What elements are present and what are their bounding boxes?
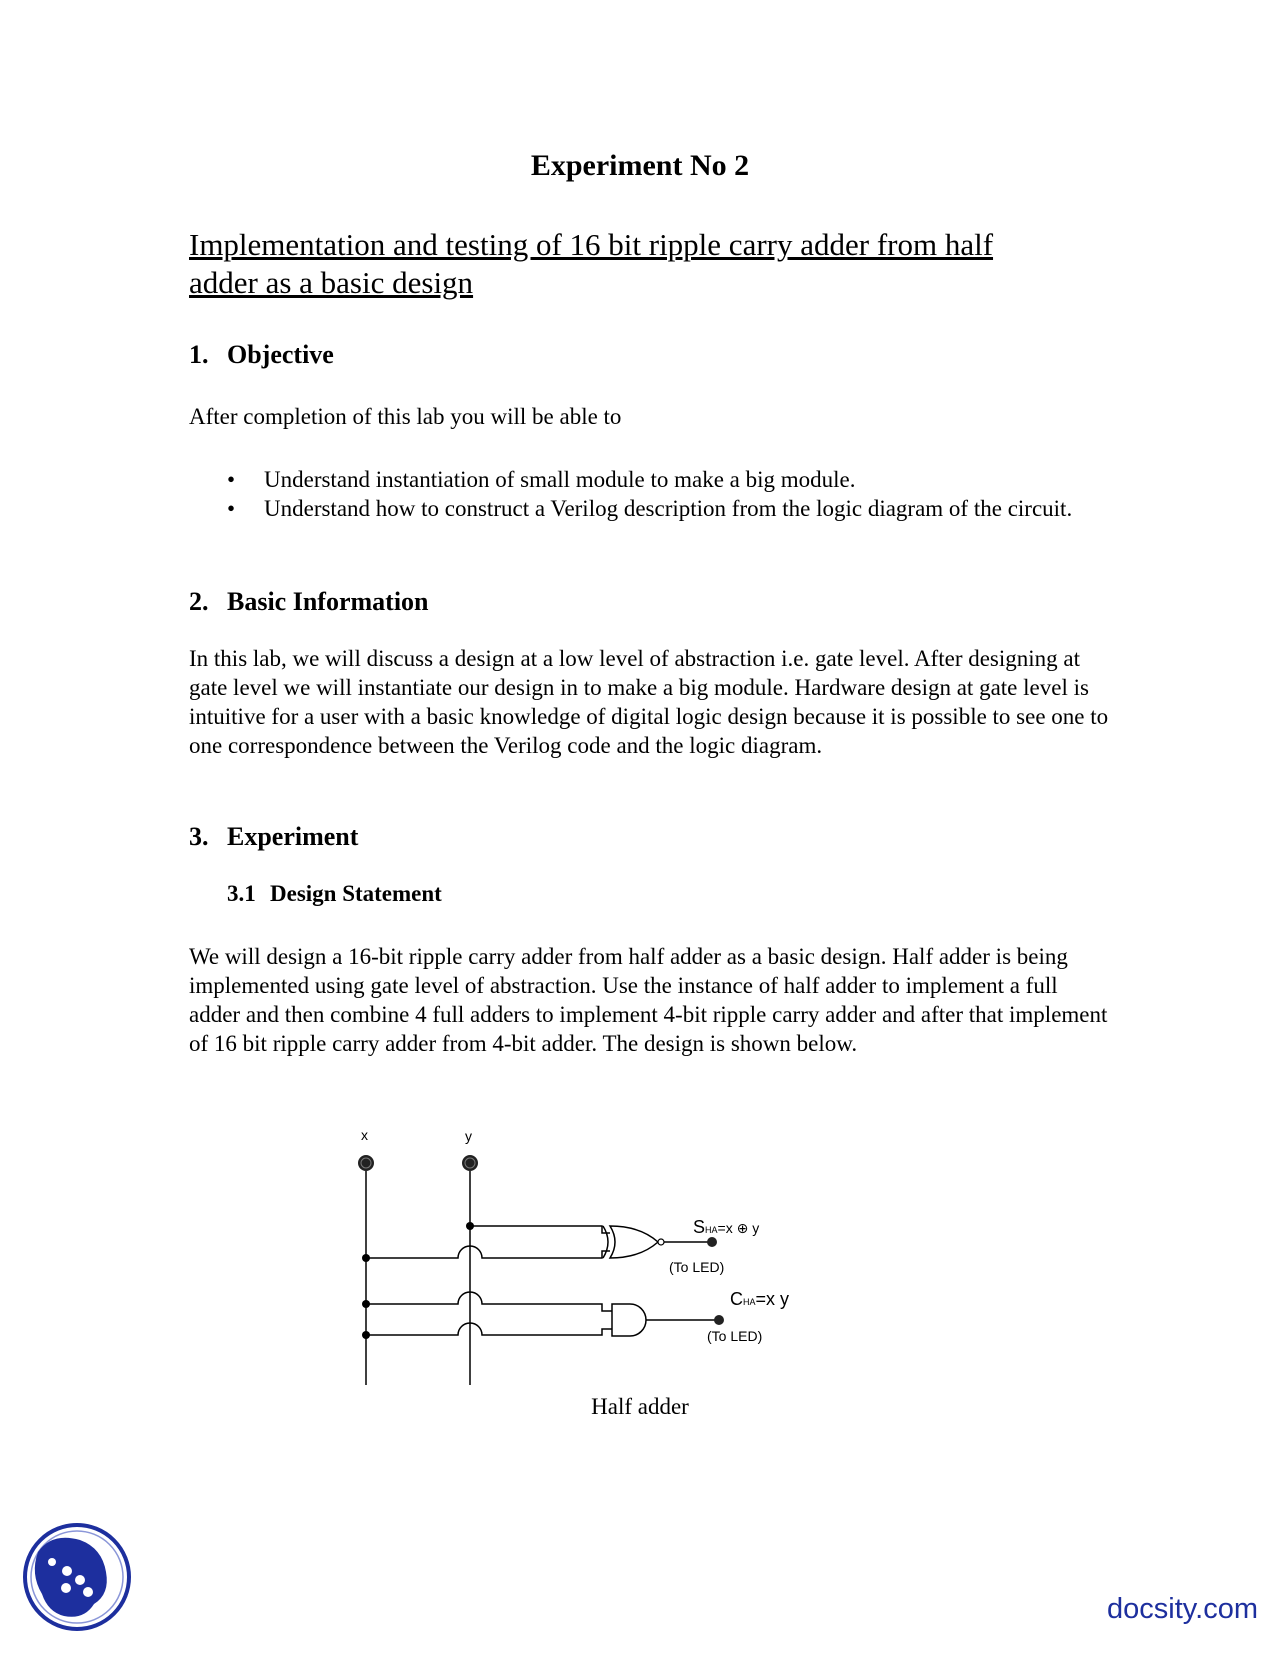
basic-information-body: In this lab, we will discuss a design at a low level of abstraction i.e. gate level. After designing at gate level we will instantiate our design in to make a big module. Hardware design at gate level is intuitive for a user with a basic knowledge of digital logic design because it is possible to see one to one correspondence between the Verilog code and the logic diagram. — [189, 646, 1109, 758]
input-y-label: y — [465, 1128, 472, 1144]
xor-output-bubble — [658, 1239, 664, 1245]
figure-caption: Half adder — [591, 1394, 689, 1419]
section-number: 3. — [189, 822, 209, 851]
sum-label: SHA=x ⊕ y — [693, 1217, 760, 1237]
carry-output-terminal — [714, 1315, 724, 1325]
sum-output-terminal — [707, 1237, 717, 1247]
xor-input-y-wire — [470, 1226, 610, 1233]
document-title: Experiment No 2 — [530, 149, 750, 182]
list-item — [189, 465, 1089, 494]
xor-gate-back-curve — [603, 1226, 608, 1258]
carry-note: (To LED) — [707, 1328, 763, 1344]
bullet-icon: • — [227, 467, 236, 492]
section-heading-objective — [189, 340, 334, 370]
sum-note: (To LED) — [669, 1259, 725, 1275]
subsection-number: 3.1 — [227, 881, 256, 906]
section-heading-basic-information — [189, 587, 429, 617]
xor-input-x-wire — [366, 1246, 610, 1258]
input-x-label: x — [361, 1127, 368, 1143]
input-x-terminal — [358, 1155, 374, 1171]
design-statement-body: We will design a 16-bit ripple carry adder from half adder as a basic design. Half adder is being implemented using gate level of abstraction. Use the instance of half adder to implement a full adder and then combine 4 full adders to implement 4-bit ripple carry adder and after that implement of 16 bit ripple carry adder from 4-bit adder. The design is shown below. — [189, 944, 1108, 1056]
section-number: 2. — [189, 587, 209, 616]
section-number: 1. — [189, 340, 209, 369]
and-input-y-wire — [366, 1323, 612, 1335]
docsity-logo-icon — [22, 1522, 132, 1632]
half-adder-diagram — [320, 1120, 840, 1395]
list-item-text: Understand how to construct a Verilog description from the logic diagram of the circuit. — [264, 496, 1073, 521]
objective-list — [189, 465, 1089, 523]
list-item — [189, 494, 1089, 523]
subsection-title: Design Statement — [270, 881, 442, 906]
and-input-x-wire — [366, 1292, 612, 1311]
carry-label: CHA=x y — [730, 1289, 790, 1309]
section-title: Objective — [227, 340, 334, 369]
watermark-link[interactable]: docsity.com — [1107, 1593, 1258, 1625]
junction-dot — [466, 1222, 474, 1230]
junction-dot — [362, 1331, 370, 1339]
objective-intro: After completion of this lab you will be able to — [189, 404, 622, 429]
bullet-icon: • — [227, 496, 236, 521]
subsection-heading-design-statement — [227, 880, 442, 908]
and-gate-icon — [612, 1304, 646, 1336]
section-title: Experiment — [227, 822, 359, 851]
xor-gate-icon — [610, 1226, 658, 1258]
list-item-text: Understand instantiation of small module to make a big module. — [264, 467, 856, 492]
document-subtitle: Implementation and testing of 16 bit ripple carry adder from half adder as a basic design — [189, 227, 994, 300]
junction-dot — [362, 1254, 370, 1262]
junction-dot — [362, 1300, 370, 1308]
input-y-terminal — [462, 1155, 478, 1171]
section-title: Basic Information — [227, 587, 429, 616]
section-heading-experiment — [189, 822, 358, 852]
